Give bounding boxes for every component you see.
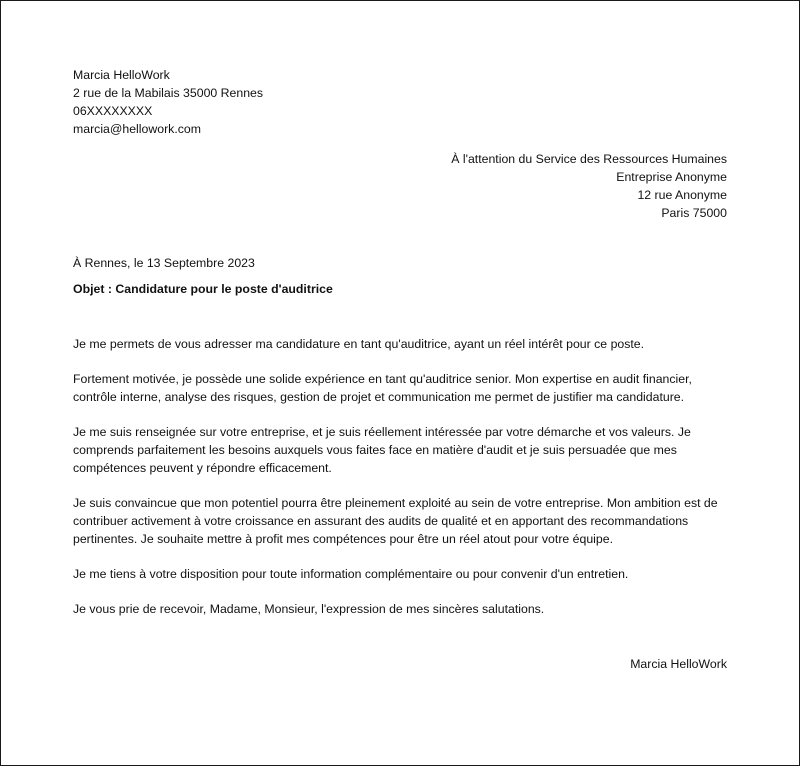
closing-paragraph: Je vous prie de recevoir, Madame, Monsieur, l'expression de mes sincères salutations. [73,602,545,616]
body-paragraph: Je me permets de vous adresser ma candidature en tant qu'auditrice, ayant un réel intérêt pour ce poste. [73,337,645,351]
body-paragraph: Je me suis renseignée sur votre entreprise, et je suis réellement intéressée par votre démarche et vos valeurs. Je comprends parfaitement les besoins auxquels vous faites face en matière d'audit et je suis persuadée que mes compétences peuvent y répondre efficacement. [73,425,691,475]
body-paragraph: Je suis convaincue que mon potentiel pourra être pleinement exploité au sein de votre entreprise. Mon ambition est de contribuer activement à votre croissance en assurant des audits de qualité et en apportant des recommandations pertinentes. Je souhaite mettre à profit mes compétences pour être un réel atout pour votre équipe. [73,496,718,546]
sender-phone: 06XXXXXXXX [73,104,153,118]
recipient-city: Paris 75000 [661,206,727,220]
sender-email: marcia@hellowork.com [73,122,201,136]
sender-block [73,66,727,138]
recipient-block [73,150,727,222]
letter-date: À Rennes, le 13 Septembre 2023 [73,256,255,270]
recipient-company: Entreprise Anonyme [616,170,727,184]
sender-address: 2 rue de la Mabilais 35000 Rennes [73,86,264,100]
sender-name: Marcia HelloWork [73,68,170,82]
signature: Marcia HelloWork [630,657,727,671]
letter-subject: Objet : Candidature pour le poste d'auditrice [73,282,333,296]
body-paragraph: Fortement motivée, je possède une solide expérience en tant qu'auditrice senior. Mon expertise en audit financier, contrôle interne, analyse des risques, gestion de projet et communication me permet de justifier ma candidature. [73,372,692,404]
recipient-attention: À l'attention du Service des Ressources Humaines [451,152,727,166]
letter-body [73,335,727,618]
recipient-street: 12 rue Anonyme [637,188,727,202]
body-paragraph: Je me tiens à votre disposition pour toute information complémentaire ou pour convenir d'un entretien. [73,567,629,581]
